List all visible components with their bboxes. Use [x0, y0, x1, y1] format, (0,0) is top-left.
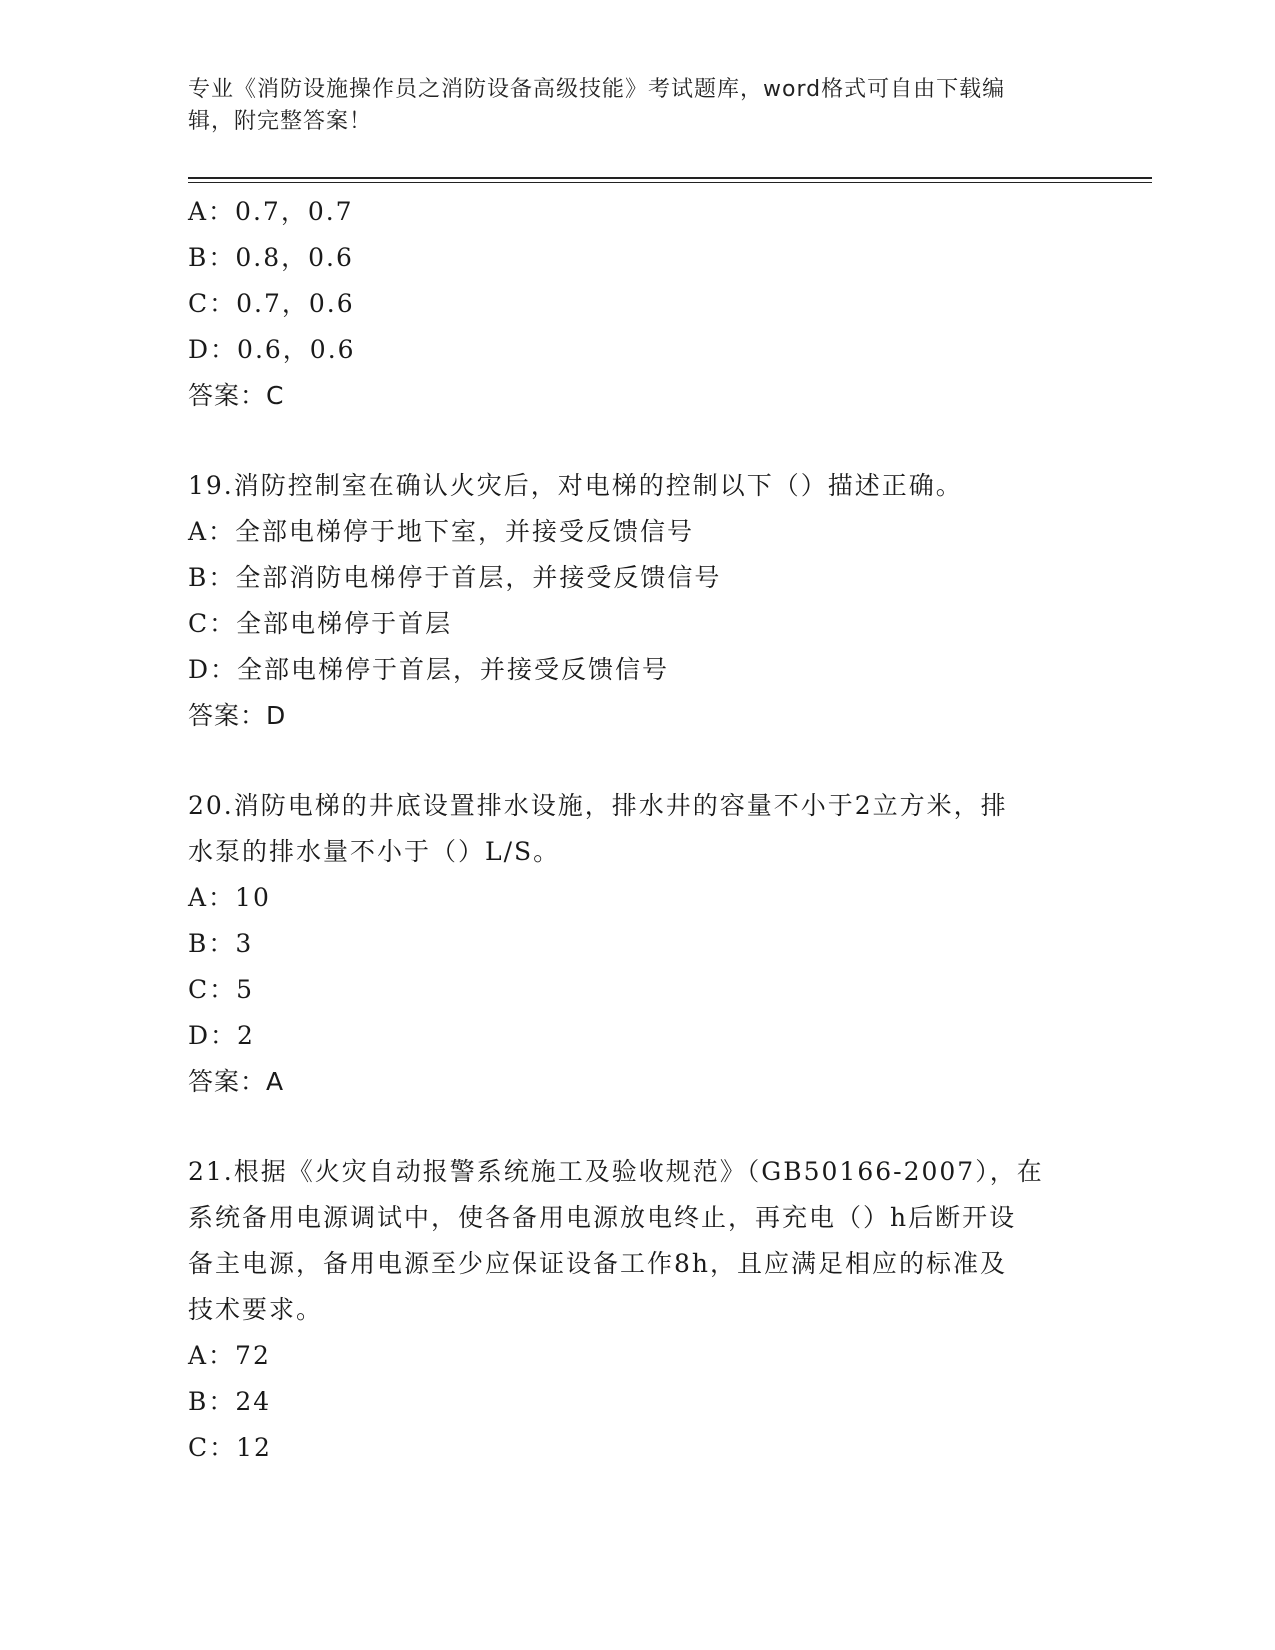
option-c: C：12 — [188, 1433, 272, 1462]
question-text-line-2: 系统备用电源调试中，使各备用电源放电终止，再充电（）h后断开设 — [188, 1203, 1017, 1232]
question-block-20 — [188, 783, 1088, 1105]
spacer — [188, 739, 1088, 783]
question-text-line-2: 水泵的排水量不小于（）L/S。 — [188, 837, 561, 866]
option-d: D：全部电梯停于首层，并接受反馈信号 — [188, 655, 670, 684]
answer: 答案：A — [188, 1067, 285, 1096]
option-a: A：10 — [188, 883, 271, 912]
question-block-21 — [188, 1149, 1088, 1471]
header-line-1: 专业《消防设施操作员之消防设备高级技能》考试题库，word格式可自由下载编 — [188, 77, 1006, 102]
answer: 答案：C — [188, 381, 285, 410]
option-a: A：72 — [188, 1341, 271, 1370]
question-block-19 — [188, 463, 1088, 739]
question-text-line-1: 21.根据《火灾自动报警系统施工及验收规范》（GB50166-2007），在 — [188, 1157, 1044, 1186]
option-b: B：3 — [188, 929, 254, 958]
option-b: B：24 — [188, 1387, 272, 1416]
question-text-line-1: 20.消防电梯的井底设置排水设施，排水井的容量不小于2立方米，排 — [188, 791, 1008, 820]
option-b: B：0.8，0.6 — [188, 243, 354, 272]
option-b: B：全部消防电梯停于首层，并接受反馈信号 — [188, 563, 722, 592]
spacer — [188, 419, 1088, 463]
header-line-2: 辑，附完整答案！ — [188, 109, 373, 134]
option-a: A：全部电梯停于地下室，并接受反馈信号 — [188, 517, 695, 546]
spacer — [188, 1105, 1088, 1149]
question-block-18 — [188, 189, 1088, 419]
question-list — [188, 189, 1088, 1471]
option-a: A：0.7，0.7 — [188, 197, 354, 226]
option-d: D：0.6，0.6 — [188, 335, 356, 364]
option-c: C：0.7，0.6 — [188, 289, 355, 318]
option-d: D：2 — [188, 1021, 255, 1050]
question-text: 19.消防控制室在确认火灾后，对电梯的控制以下（）描述正确。 — [188, 471, 963, 500]
header-rule-thick — [188, 177, 1152, 179]
question-text-line-4: 技术要求。 — [188, 1295, 324, 1324]
option-c: C：5 — [188, 975, 255, 1004]
answer: 答案：D — [188, 701, 287, 730]
question-text-line-3: 备主电源，备用电源至少应保证设备工作8h，且应满足相应的标准及 — [188, 1249, 1008, 1278]
header-rule-thin — [188, 182, 1152, 183]
document-header — [188, 74, 1088, 138]
option-c: C：全部电梯停于首层 — [188, 609, 453, 638]
